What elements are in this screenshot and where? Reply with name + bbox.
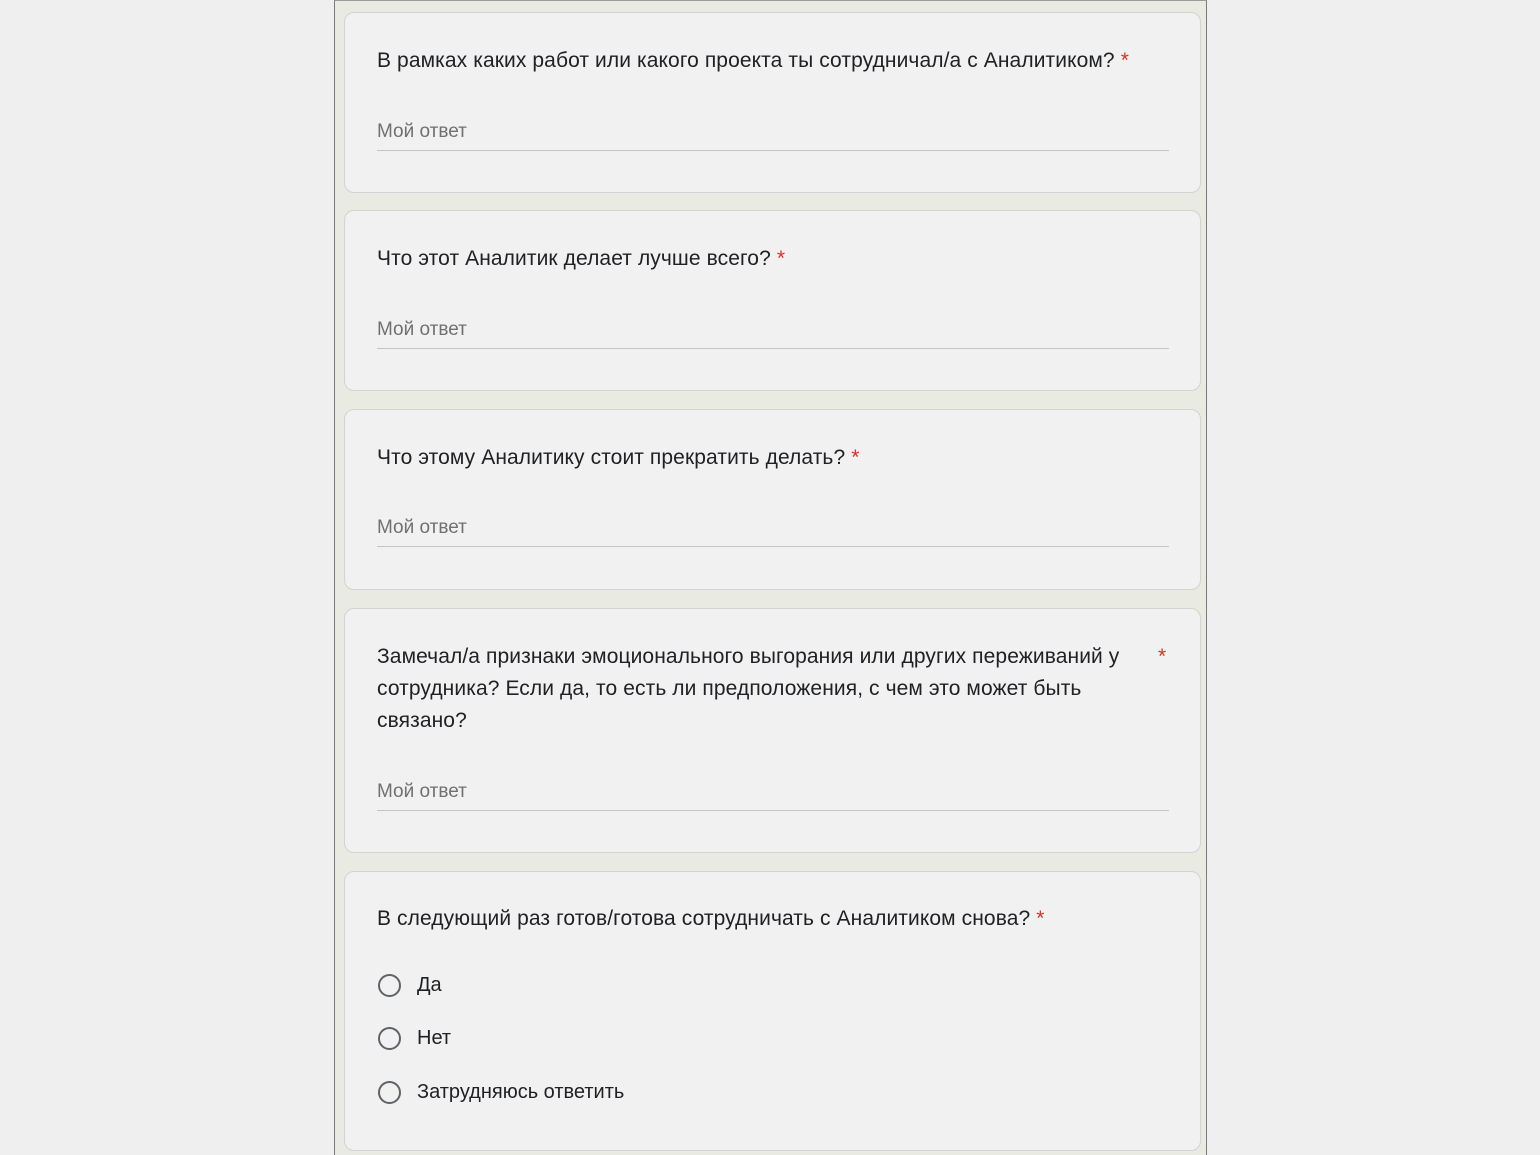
required-asterisk: * (1120, 49, 1129, 72)
question-card-strengths (344, 210, 1201, 391)
question-title (377, 45, 1129, 77)
required-asterisk: * (776, 247, 786, 270)
radio-button[interactable] (378, 1027, 401, 1050)
required-asterisk: * (1158, 645, 1167, 668)
question-text: Что этот Аналитик делает лучше всего? (377, 247, 771, 270)
answer-field[interactable] (377, 313, 1169, 349)
answer-input[interactable] (377, 313, 1169, 347)
question-title (377, 243, 785, 275)
radio-button[interactable] (378, 974, 401, 997)
question-card-project (344, 12, 1201, 193)
radio-label: Затрудняюсь ответить (417, 1080, 625, 1103)
question-text: В рамках каких работ или какого проекта ты сотрудничал/а с Аналитиком? (377, 49, 1115, 72)
question-title (377, 903, 1045, 935)
question-text: Что этому Аналитику стоит прекратить делать? (377, 446, 846, 469)
question-card-stop-doing (344, 409, 1201, 590)
question-text: Замечал/а признаки эмоционального выгорания или других переживаний у сотрудника? Если да, то есть ли предположения, с чем это может быть связано? (377, 645, 1120, 732)
answer-field[interactable] (377, 775, 1169, 811)
radio-option-no[interactable] (377, 1022, 451, 1054)
radio-label: Нет (417, 1026, 452, 1049)
radio-button[interactable] (378, 1081, 401, 1104)
radio-option-yes[interactable] (377, 969, 442, 1001)
question-title (377, 641, 1162, 737)
required-asterisk: * (851, 446, 860, 469)
question-title (377, 442, 860, 474)
answer-input[interactable] (377, 511, 1169, 545)
answer-field[interactable] (377, 115, 1169, 151)
answer-input[interactable] (377, 115, 1169, 149)
question-card-cooperate-again (344, 871, 1201, 1151)
answer-field[interactable] (377, 511, 1169, 547)
radio-label: Да (417, 973, 442, 996)
question-card-burnout (344, 608, 1201, 853)
answer-input[interactable] (377, 775, 1169, 809)
question-text: В следующий раз готов/готова сотрудничать с Аналитиком снова? (377, 907, 1031, 930)
form-container (334, 0, 1207, 1155)
radio-option-unsure[interactable] (377, 1076, 624, 1108)
required-asterisk: * (1036, 907, 1045, 930)
